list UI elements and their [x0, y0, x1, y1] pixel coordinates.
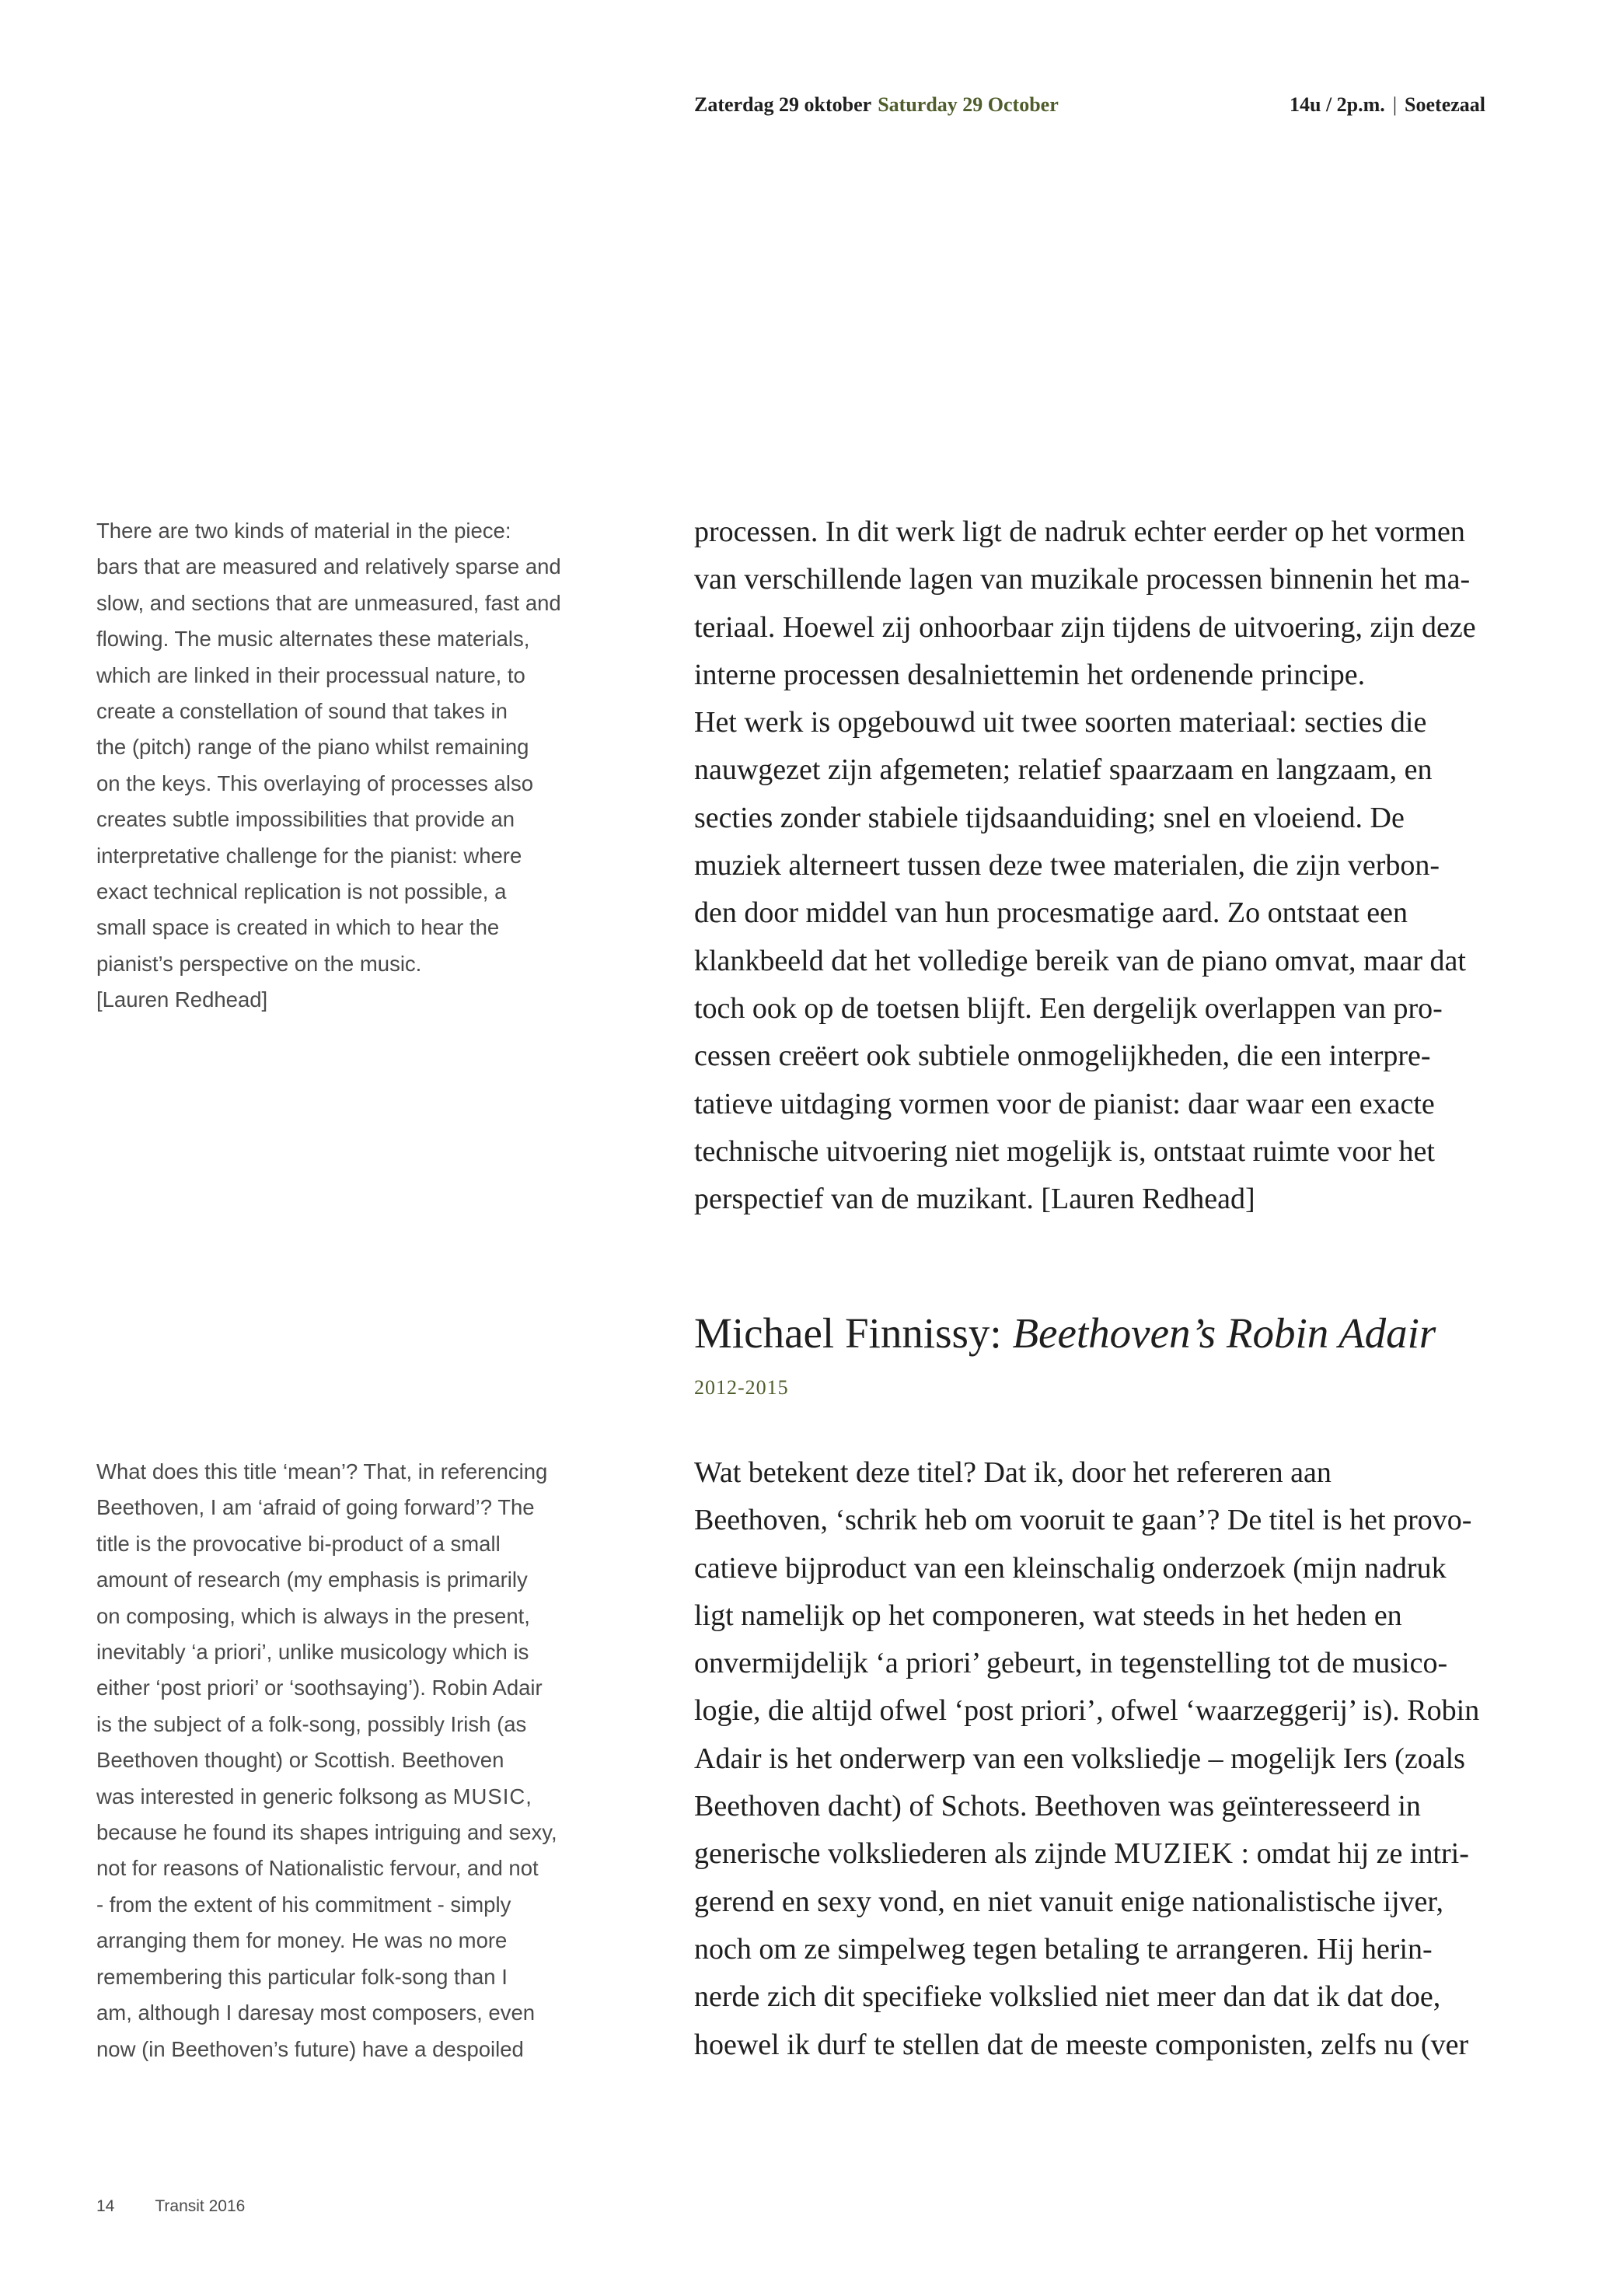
text-line: onvermijdelijk ‘a priori’ gebeurt, in tegenstelling tot de musico- — [694, 1647, 1448, 1680]
text-line: slow, and sections that are unmeasured, fast and — [96, 590, 561, 615]
page-number: 14 — [96, 2197, 115, 2215]
text-line: bars that are measured and relatively sparse and — [96, 554, 561, 579]
text-fragment: generische volksliederen als zijnde — [694, 1837, 1107, 1871]
text-line: klankbeeld dat het volledige bereik van de piano omvat, maar dat — [694, 944, 1466, 977]
text-line — [96, 1779, 633, 1815]
page-footer — [96, 2197, 245, 2216]
composition-years: 2012-2015 — [694, 1376, 789, 1399]
text-line: remembering this particular folk-song than I — [96, 1964, 508, 1989]
text-line: Beethoven dacht) of Schots. Beethoven was geïnteresseerd in — [694, 1790, 1421, 1823]
text-line: not for reasons of Nationalistic fervour, and not — [96, 1856, 539, 1881]
text-line: technische uitvoering niet mogelijk is, ontstaat ruimte voor het — [694, 1134, 1435, 1168]
text-line: am, although I daresay most composers, even — [96, 2001, 536, 2025]
text-line: interne processen desalniettemin het ordenende principe. — [694, 658, 1366, 691]
time-label: 14u / 2p.m. — [1290, 93, 1385, 116]
running-header-date — [694, 93, 1059, 117]
text-line: ligt namelijk op het componeren, wat steeds in het heden en — [694, 1599, 1402, 1632]
text-line: logie, die altijd ofwel ‘post priori’, ofwel ‘waarzeggerij’ is). Robin — [694, 1694, 1480, 1728]
text-line: flowing. The music alternates these materials, — [96, 627, 530, 652]
dutch-text-block-1 — [694, 508, 1485, 1223]
text-fragment: was interested in generic folksong as — [96, 1784, 447, 1808]
text-line: on composing, which is always in the present, — [96, 1603, 530, 1628]
date-dutch: Zaterdag 29 oktober — [694, 93, 872, 116]
text-line: nerde zich dit specifieke volkslied niet meer dan dat ik dat doe, — [694, 1980, 1441, 2014]
text-line: catieve bijproduct van een kleinschalig onderzoek (mijn nadruk — [694, 1551, 1447, 1585]
text-fragment: , — [525, 1784, 532, 1808]
text-line: the (pitch) range of the piano whilst remaining — [96, 735, 529, 760]
text-line: Wat betekent deze titel? Dat ik, door het refereren aan — [694, 1456, 1332, 1489]
text-line: creates subtle impossibilities that provide an — [96, 807, 515, 832]
text-line: hoewel ik durf te stellen dat de meeste componisten, zelfs nu (ver — [694, 2028, 1469, 2061]
composer-name: Michael Finnissy: — [694, 1309, 1002, 1357]
english-text-block-2 — [96, 1454, 633, 2067]
text-line: muziek alterneert tussen deze twee materialen, die zijn verbon- — [694, 849, 1440, 882]
text-line: arranging them for money. He was no more — [96, 1928, 508, 1953]
text-line: van verschillende lagen van muzikale processen binnenin het ma- — [694, 563, 1471, 596]
text-line: What does this title ‘mean’? That, in referencing — [96, 1459, 548, 1483]
text-line: cessen creëert ook subtiele onmogelijkheden, die een interpre- — [694, 1040, 1431, 1073]
text-line: - from the extent of his commitment - simply — [96, 1892, 511, 1917]
text-line: create a constellation of sound that takes in — [96, 699, 508, 724]
text-line: Beethoven thought) or Scottish. Beethoven — [96, 1748, 504, 1773]
text-line: den door middel van hun procesmatige aard. Zo ontstaat een — [694, 896, 1408, 930]
text-line: title is the provocative bi-product of a small — [96, 1531, 501, 1556]
text-line: interpretative challenge for the pianist: where — [96, 843, 522, 868]
text-line: noch om ze simpelweg tegen betaling te arrangeren. Hij herin- — [694, 1932, 1433, 1966]
text-line: small space is created in which to hear the — [96, 915, 500, 940]
dutch-text-block-2 — [694, 1449, 1485, 2069]
text-line: perspectief van de muzikant. [Lauren Redhead] — [694, 1183, 1255, 1216]
text-line: There are two kinds of material in the piece: — [96, 519, 511, 543]
text-line: amount of research (my emphasis is primarily — [96, 1567, 528, 1592]
text-line: Beethoven, ‘schrik heb om vooruit te gaan’? De titel is het provo- — [694, 1504, 1472, 1537]
venue-label: Soetezaal — [1405, 93, 1485, 116]
text-line: which are linked in their processual nature, to — [96, 662, 525, 687]
text-line: because he found its shapes intriguing and sexy, — [96, 1820, 557, 1845]
text-line: processen. In dit werk ligt de nadruk echter eerder op het vormen — [694, 515, 1465, 548]
text-line: pianist’s perspective on the music. — [96, 951, 422, 976]
text-line: Het werk is opgebouwd uit twee soorten materiaal: secties die — [694, 706, 1427, 739]
date-english: Saturday 29 October — [878, 93, 1059, 116]
text-line: nauwgezet zijn afgemeten; relatief spaarzaam en langzaam, en — [694, 753, 1433, 787]
muziek-small-caps: MUZIEK — [1114, 1837, 1234, 1871]
text-line: tatieve uitdaging vormen voor de pianist: daar waar een exacte — [694, 1087, 1435, 1120]
text-fragment: : omdat hij ze intri- — [1234, 1837, 1469, 1871]
text-line: secties zonder stabiele tijdsaanduiding; snel en vloeiend. De — [694, 801, 1405, 834]
english-text-block-1 — [96, 513, 633, 1019]
text-line: [Lauren Redhead] — [96, 987, 268, 1012]
text-line: Adair is het onderwerp van een volksliedje – mogelijk Iers (zoals — [694, 1742, 1465, 1775]
text-line — [694, 1830, 1485, 1878]
text-line: Beethoven, I am ‘afraid of going forward’? The — [96, 1495, 535, 1520]
text-line: on the keys. This overlaying of processes also — [96, 771, 534, 795]
piece-title — [694, 1306, 1436, 1361]
text-line: gerend en sexy vond, en niet vanuit enige nationalistische ijver, — [694, 1885, 1444, 1918]
running-header-time-venue — [1290, 93, 1485, 117]
header-separator: | — [1392, 93, 1398, 116]
text-line: inevitably ‘a priori’, unlike musicology which is — [96, 1640, 529, 1665]
text-line: toch ook op de toetsen blijft. Een dergelijk overlappen van pro- — [694, 991, 1443, 1025]
text-line: either ‘post priori’ or ‘soothsaying’). Robin Adair — [96, 1676, 543, 1700]
text-line: exact technical replication is not possible, a — [96, 879, 507, 904]
music-small-caps: MUSIC — [452, 1784, 526, 1808]
publication-name: Transit 2016 — [155, 2197, 246, 2215]
work-title: Beethoven’s Robin Adair — [1012, 1309, 1436, 1357]
text-line: now (in Beethoven’s future) have a despoiled — [96, 2036, 524, 2061]
text-line: is the subject of a folk-song, possibly Irish (as — [96, 1711, 527, 1736]
text-line: teriaal. Hoewel zij onhoorbaar zijn tijdens de uitvoering, zijn deze — [694, 610, 1476, 644]
